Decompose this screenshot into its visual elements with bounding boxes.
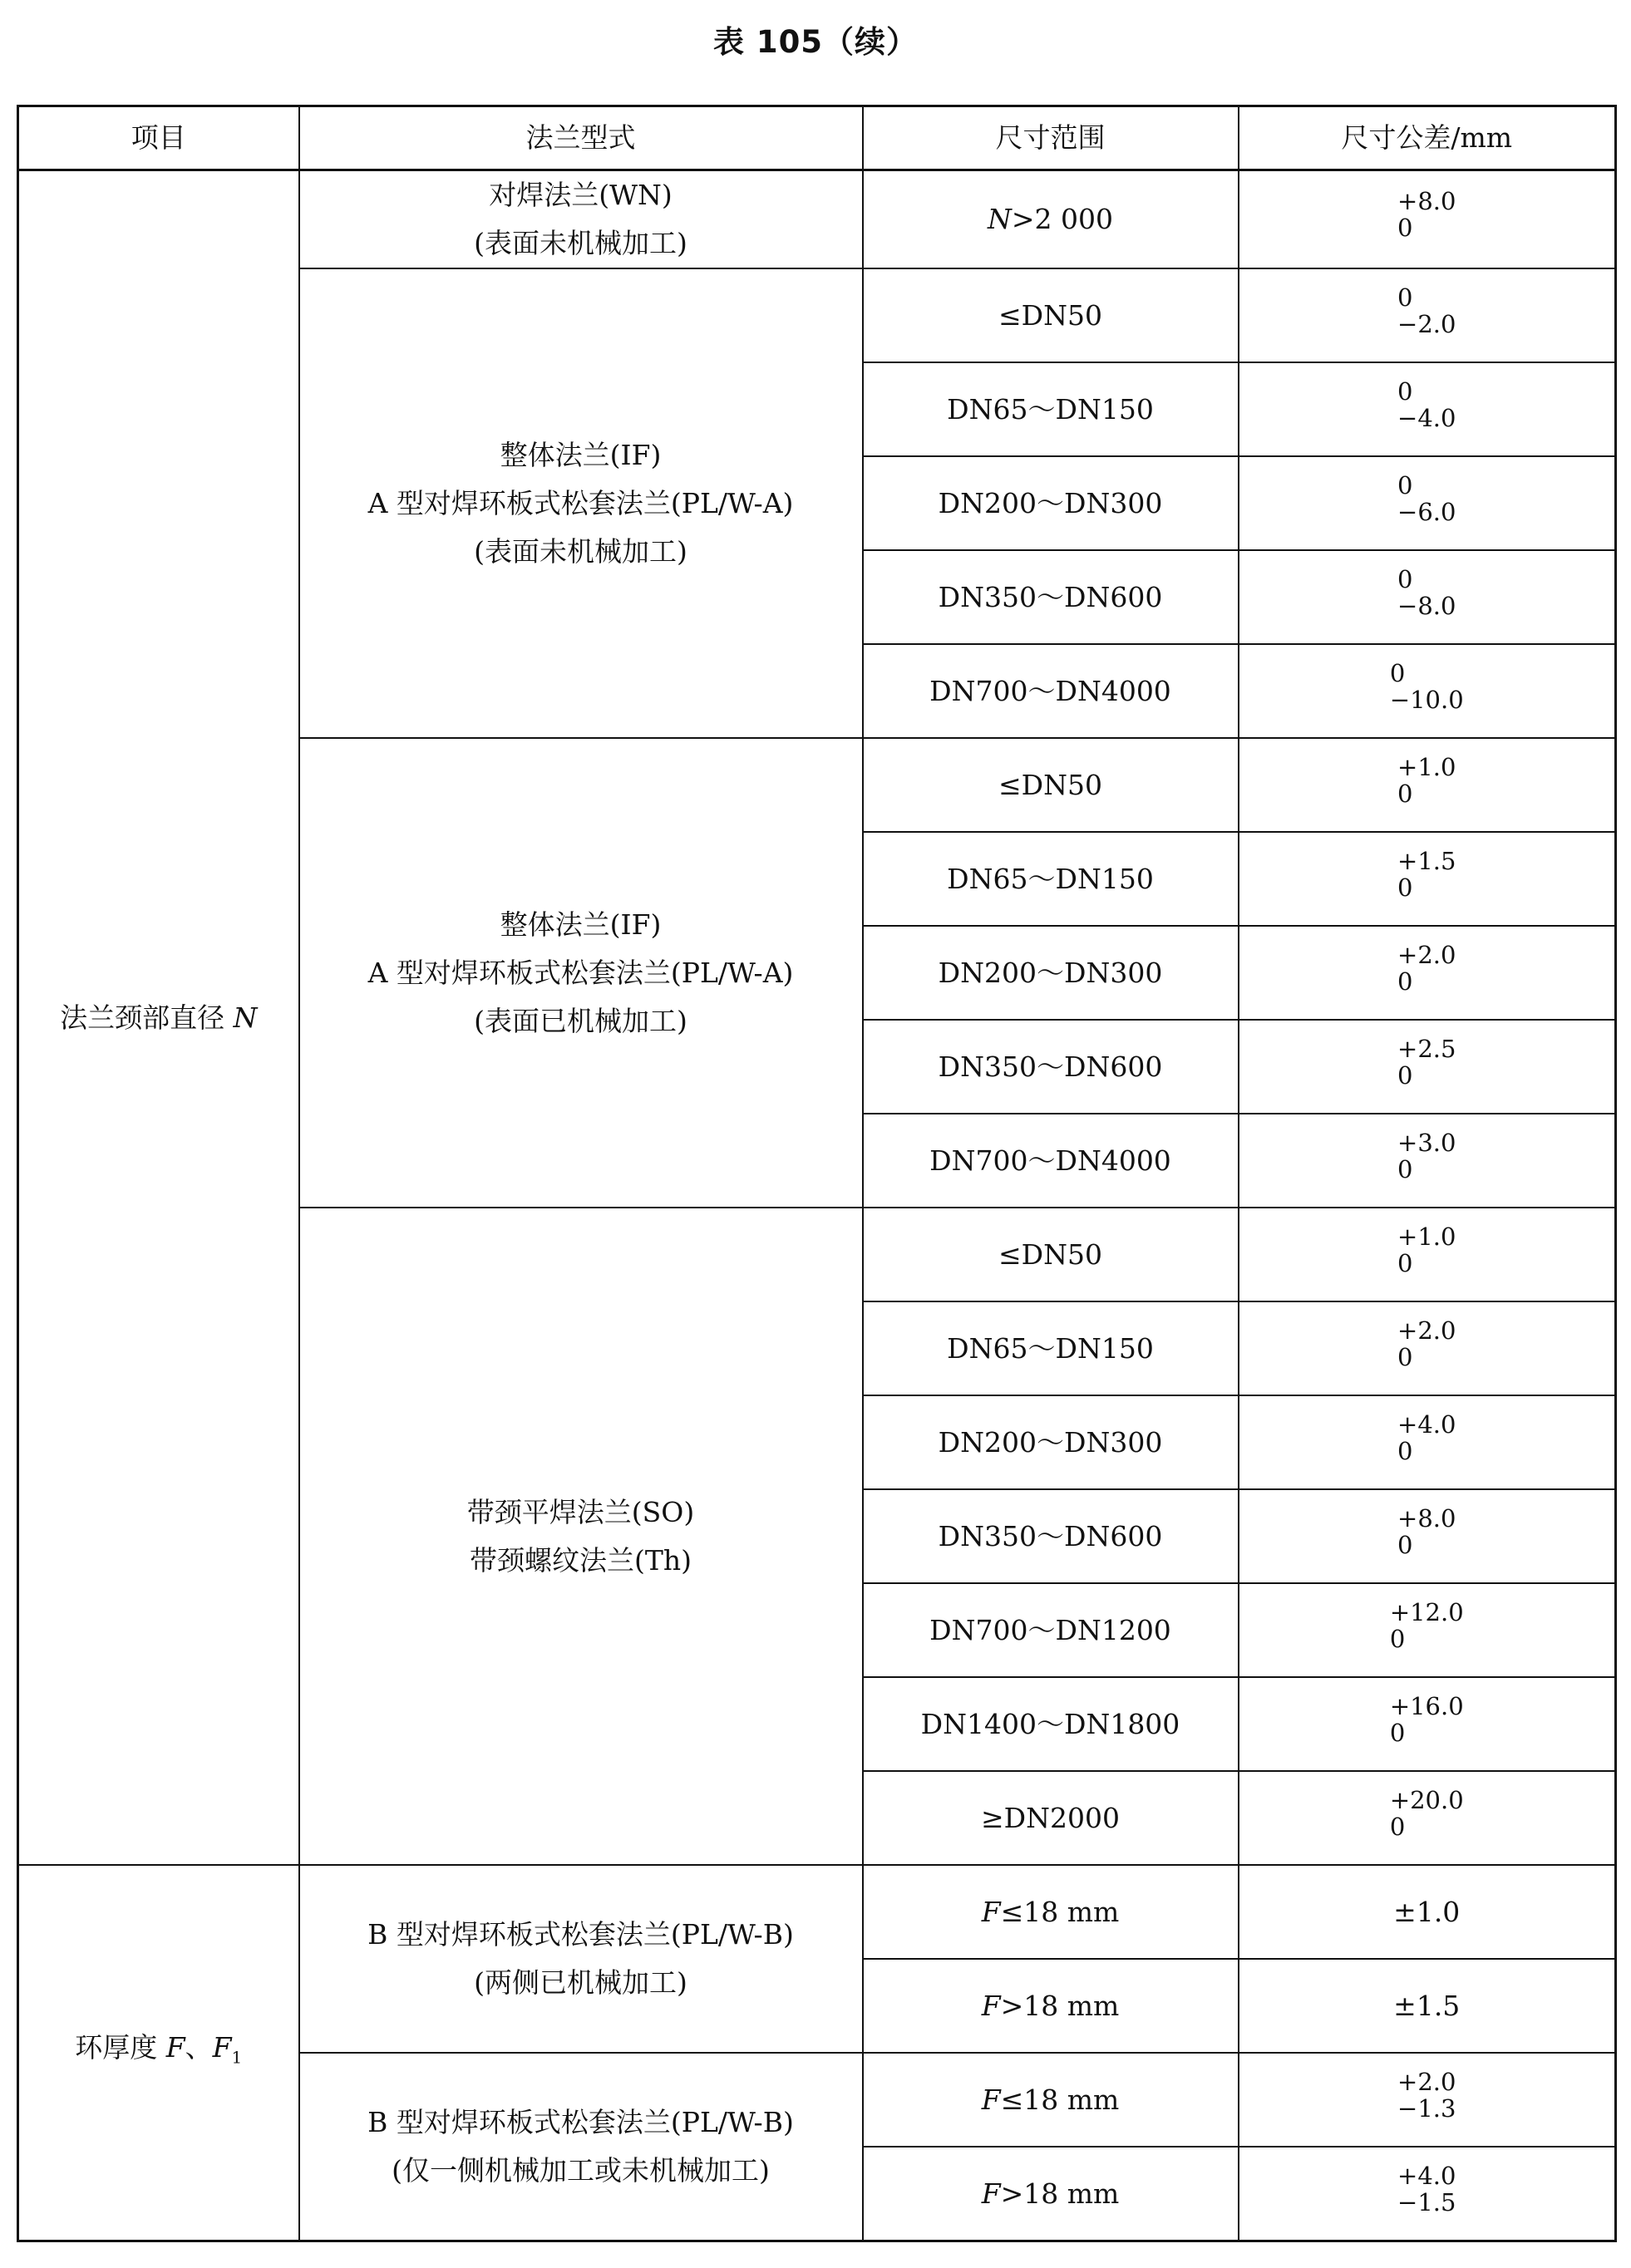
- size-range: ≥DN2000: [863, 1771, 1239, 1865]
- flange-type-plwb-both: B 型对焊环板式松套法兰(PL/W-B) (两侧已机械加工): [299, 1865, 863, 2053]
- flange-type-so-th: 带颈平焊法兰(SO) 带颈螺纹法兰(Th): [299, 1208, 863, 1865]
- flange-type-wn: 对焊法兰(WN) (表面未机械加工): [299, 170, 863, 269]
- size-range: F≤18 mm: [863, 1865, 1239, 1959]
- size-range: N>2 000: [863, 170, 1239, 269]
- size-range: DN200～DN300: [863, 1395, 1239, 1489]
- size-range: DN65～DN150: [863, 362, 1239, 456]
- tolerance: +3.0 0: [1239, 1114, 1616, 1208]
- tolerance: +16.0 0: [1239, 1677, 1616, 1771]
- size-range: DN200～DN300: [863, 926, 1239, 1020]
- tolerance: +2.0 0: [1239, 926, 1616, 1020]
- header-flange-type: 法兰型式: [299, 106, 863, 170]
- header-tolerance: 尺寸公差/mm: [1239, 106, 1616, 170]
- tolerance: 0 −6.0: [1239, 456, 1616, 550]
- size-range: F>18 mm: [863, 1959, 1239, 2053]
- table-row: [18, 170, 1616, 269]
- tolerance: ±1.5: [1239, 1959, 1616, 2053]
- table-row: [18, 1865, 1616, 1959]
- flange-type-if-unmachined: 整体法兰(IF) A 型对焊环板式松套法兰(PL/W-A) (表面未机械加工): [299, 268, 863, 738]
- tolerance-table: [17, 105, 1617, 2242]
- tolerance: 0 −10.0: [1239, 644, 1616, 738]
- header-item: 项目: [18, 106, 299, 170]
- size-range: DN65～DN150: [863, 1301, 1239, 1395]
- tolerance: +20.0 0: [1239, 1771, 1616, 1865]
- tolerance: +1.0 0: [1239, 738, 1616, 832]
- tolerance: +8.0 0: [1239, 170, 1616, 269]
- tolerance: ±1.0: [1239, 1865, 1616, 1959]
- tolerance: +4.0 0: [1239, 1395, 1616, 1489]
- tolerance: +2.0 −1.3: [1239, 2053, 1616, 2147]
- tolerance: +4.0 −1.5: [1239, 2147, 1616, 2241]
- tolerance: +8.0 0: [1239, 1489, 1616, 1583]
- item-ring-thickness: 环厚度 F、$F_1$: [18, 1865, 299, 2241]
- header-row: [18, 106, 1616, 170]
- tolerance: +2.0 0: [1239, 1301, 1616, 1395]
- size-range: DN65～DN150: [863, 832, 1239, 926]
- size-range: F>18 mm: [863, 2147, 1239, 2241]
- size-range: ≤DN50: [863, 1208, 1239, 1301]
- size-range: DN350～DN600: [863, 1489, 1239, 1583]
- size-range: ≤DN50: [863, 738, 1239, 832]
- flange-type-if-machined: 整体法兰(IF) A 型对焊环板式松套法兰(PL/W-A) (表面已机械加工): [299, 738, 863, 1208]
- size-range: DN200～DN300: [863, 456, 1239, 550]
- tolerance: 0 −2.0: [1239, 268, 1616, 362]
- tolerance: +2.5 0: [1239, 1020, 1616, 1114]
- item-neck-diameter: 法兰颈部直径 N: [18, 170, 299, 1866]
- table-title: 表 105（续）: [712, 24, 919, 60]
- size-range: DN1400～DN1800: [863, 1677, 1239, 1771]
- tolerance: 0 −4.0: [1239, 362, 1616, 456]
- size-range: DN350～DN600: [863, 1020, 1239, 1114]
- tolerance: +12.0 0: [1239, 1583, 1616, 1677]
- size-range: DN350～DN600: [863, 550, 1239, 644]
- size-range: DN700～DN4000: [863, 1114, 1239, 1208]
- flange-type-plwb-one: B 型对焊环板式松套法兰(PL/W-B) (仅一侧机械加工或未机械加工): [299, 2053, 863, 2241]
- tolerance: +1.0 0: [1239, 1208, 1616, 1301]
- tolerance: +1.5 0: [1239, 832, 1616, 926]
- tolerance: 0 −8.0: [1239, 550, 1616, 644]
- header-size-range: 尺寸范围: [863, 106, 1239, 170]
- size-range: F≤18 mm: [863, 2053, 1239, 2147]
- size-range: DN700～DN1200: [863, 1583, 1239, 1677]
- size-range: ≤DN50: [863, 268, 1239, 362]
- size-range: DN700～DN4000: [863, 644, 1239, 738]
